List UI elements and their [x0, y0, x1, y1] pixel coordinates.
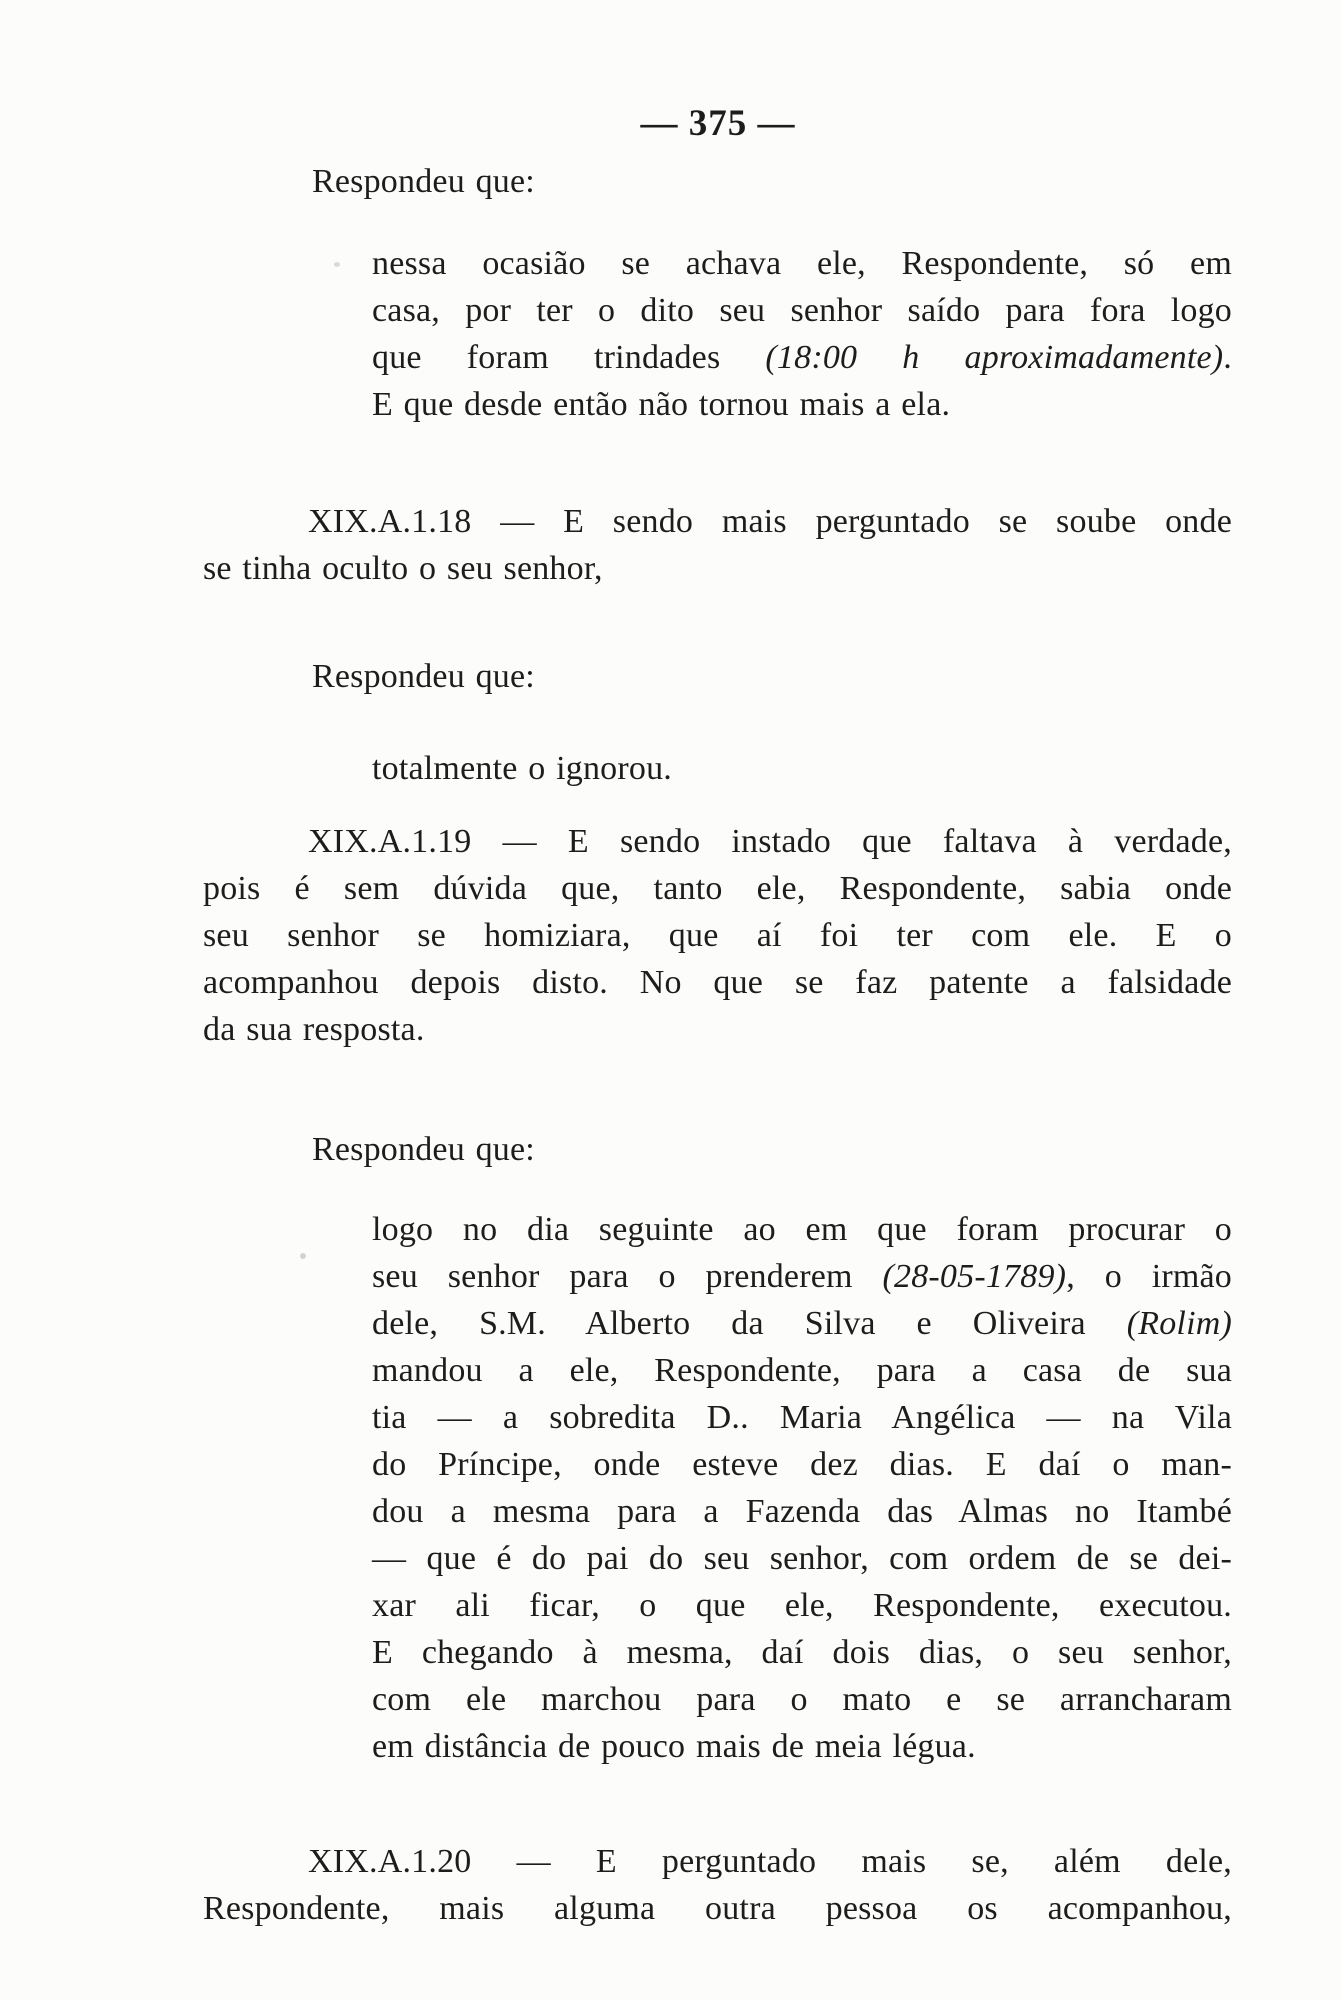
text-line: XIX.A.1.19 — E sendo instado que faltava à verdade,: [308, 823, 1232, 860]
respondeu-label-1: Respondeu que:: [312, 163, 535, 200]
text-line: tia — a sobredita D.. Maria Angélica — na Vila: [372, 1399, 1232, 1436]
scan-speck: [334, 262, 340, 267]
text-line: em distância de pouco mais de meia légua.: [372, 1728, 976, 1765]
paragraph-xix-a-1-20: [203, 1838, 1232, 1932]
text-line: seu senhor se homiziara, que aí foi ter com ele. E o: [203, 917, 1232, 954]
text-line: com ele marchou para o mato e se arrancharam: [372, 1681, 1232, 1718]
text-line: logo no dia seguinte ao em que foram procurar o: [372, 1211, 1232, 1248]
response-block-1: [372, 240, 1232, 428]
text-line: xar ali ficar, o que ele, Respondente, executou.: [372, 1587, 1232, 1624]
paragraph-xix-a-1-19: [203, 818, 1232, 1053]
text-line: Respondente, mais alguma outra pessoa os acompanhou,: [203, 1890, 1232, 1927]
text-line: seu senhor para o prenderem (28-05-1789), o irmão: [372, 1258, 1233, 1295]
text-line: dou a mesma para a Fazenda das Almas no Itambé: [372, 1493, 1232, 1530]
text-line: XIX.A.1.18 — E sendo mais perguntado se soube onde: [308, 503, 1232, 540]
response-block-2: [372, 745, 1232, 792]
text-line: da sua resposta.: [203, 1011, 425, 1048]
paragraph-xix-a-1-18: [203, 498, 1232, 592]
text-line: nessa ocasião se achava ele, Respondente, só em: [372, 245, 1232, 282]
text-line: mandou a ele, Respondente, para a casa de sua: [372, 1352, 1232, 1389]
scan-speck: [300, 1253, 306, 1259]
respondeu-label-3: Respondeu que:: [312, 1131, 535, 1168]
response-block-3: [372, 1206, 1232, 1770]
text-line: pois é sem dúvida que, tanto ele, Respondente, sabia onde: [203, 870, 1232, 907]
text-line: E que desde então não tornou mais a ela.: [372, 386, 951, 423]
respondeu-label-2: Respondeu que:: [312, 658, 535, 695]
text-line: acompanhou depois disto. No que se faz patente a falsidade: [203, 964, 1232, 1001]
text-line: — que é do pai do seu senhor, com ordem de se dei-: [372, 1540, 1232, 1577]
text-line: XIX.A.1.20 — E perguntado mais se, além dele,: [308, 1843, 1232, 1880]
text-line: E chegando à mesma, daí dois dias, o seu senhor,: [372, 1634, 1232, 1671]
text-line: dele, S.M. Alberto da Silva e Oliveira (Rolim): [372, 1305, 1232, 1342]
text-line: do Príncipe, onde esteve dez dias. E daí o man-: [372, 1446, 1232, 1483]
text-line: que foram trindades (18:00 h aproximadamente).: [372, 339, 1232, 376]
text-line: casa, por ter o dito seu senhor saído para fora logo: [372, 292, 1232, 329]
text-line: totalmente o ignorou.: [372, 750, 672, 787]
page-number: — 375 —: [640, 103, 796, 144]
text-line: se tinha oculto o seu senhor,: [203, 550, 603, 587]
